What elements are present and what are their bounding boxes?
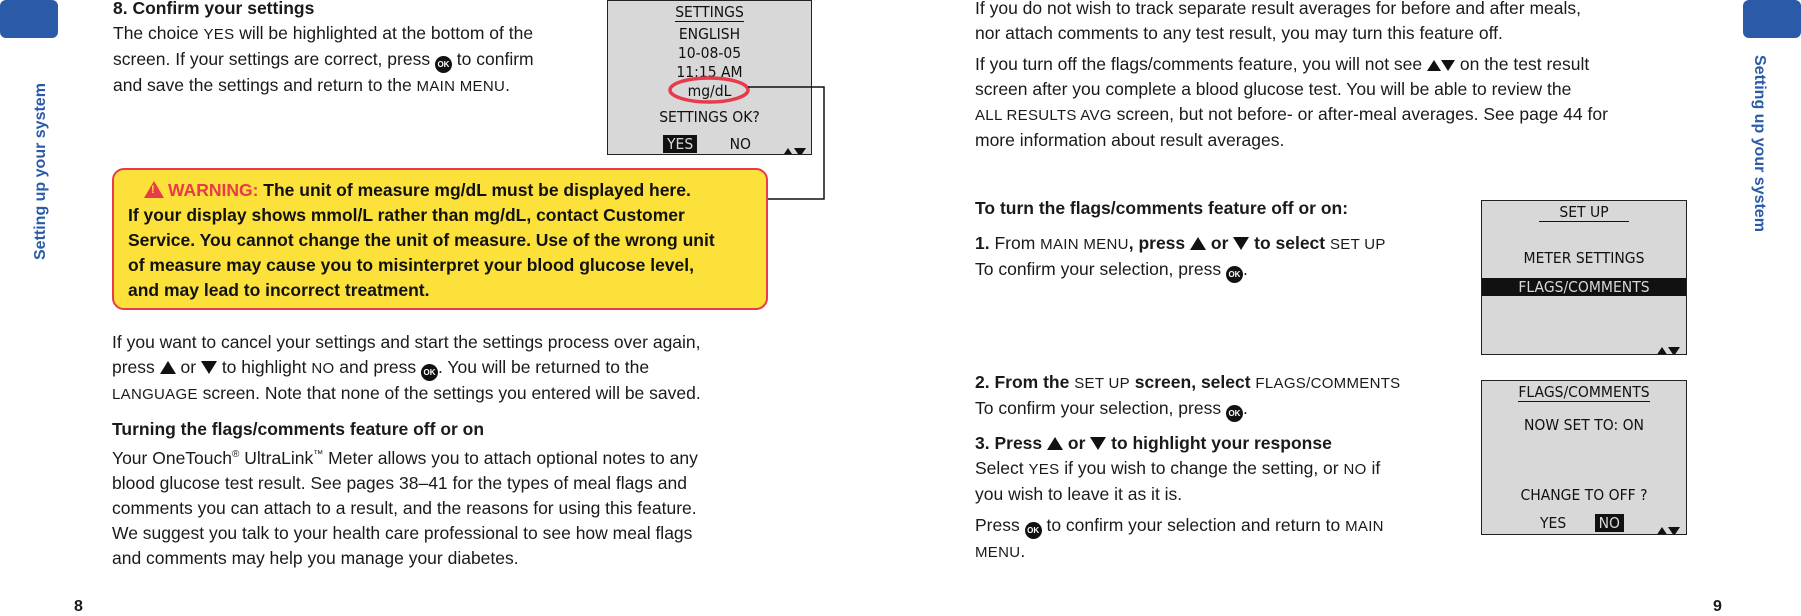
settings-unit: mg/dL [687,82,732,100]
flags-screen-title: FLAGS/COMMENTS [1518,383,1650,401]
flag-arrows-icon [1427,54,1455,74]
step8-text: screen. If your settings are correct, press [113,49,435,69]
settings-title: SETTINGS [675,3,744,21]
setup-item-flags-comments: FLAGS/COMMENTS [1482,278,1686,296]
step8-text: will be highlighted at the bottom of the [234,23,534,43]
registered-mark: ® [232,449,240,460]
settings-question: SETTINGS OK? [659,108,760,126]
main-menu-term: MAIN MENU [416,78,506,95]
step3-text: Select [975,458,1029,478]
ok-button-icon: OK [435,56,452,73]
intro-text: on the test result [1455,54,1590,74]
main-menu-term: MAIN [1345,518,1384,535]
step2-block [975,370,1455,422]
intro-text: more information about result averages. [975,130,1285,150]
flags-text: and comments may help you manage your diabetes. [112,547,519,568]
flags-screen-yes: YES [1540,514,1567,532]
main-menu-term: MAIN MENU [1040,236,1129,253]
step2-text: . [1242,398,1248,418]
no-term: NO [311,360,335,377]
ok-button-icon: OK [421,364,438,381]
settings-yes: YES [663,135,697,153]
yes-term: YES [1028,461,1060,478]
step8-heading: Confirm your settings [132,0,315,18]
flags-text: We suggest you talk to your health care professional to see how meal flags [112,522,693,543]
warning-text: and may lead to incorrect treatment. [128,280,430,300]
intro-text: If you turn off the flags/comments feature, you will not see [975,54,1427,74]
up-arrow-icon [1190,237,1206,250]
warning-box [112,168,768,310]
flags-text: UltraLink [239,447,314,468]
cancel-text: screen. Note that none of the settings you entered will be saved. [197,383,701,403]
step8-text: The choice [113,23,204,43]
turn-heading: To turn the flags/comments feature off or on: [975,198,1349,218]
intro-paragraph [975,0,1695,153]
intro-text: screen, but not before- or after-meal averages. See page 44 for [1111,104,1608,124]
cancel-text: . You will be returned to the [438,357,650,377]
warning-icon: ! [144,181,164,198]
flags-screen-question: CHANGE TO OFF ? [1520,486,1648,504]
warning-text: If your display shows mmol/L rather than mg/dL, contact Customer [128,205,685,225]
up-arrow-icon [160,361,176,374]
flags-heading: Turning the flags/comments feature off or on [112,419,485,439]
step1-text: to select [1249,233,1330,253]
settings-no: NO [729,135,752,153]
step3-text: . [1020,541,1026,561]
scroll-arrows-icon [1656,341,1680,355]
step8-text: . [505,75,510,95]
cancel-paragraph [112,330,802,407]
side-label-right: Setting up your system [1751,55,1768,232]
step1-text: From [989,233,1041,253]
step3-text: you wish to leave it as it is. [975,484,1183,504]
ok-button-icon: OK [1226,266,1243,283]
set-up-term: SET UP [1074,375,1130,392]
step3-text: Press [975,515,1025,535]
setup-lcd-screen [1481,200,1687,355]
step3-text: to confirm your selection and return to [1041,515,1346,535]
step3-text: if [1366,458,1381,478]
language-term: LANGUAGE [112,386,198,403]
cancel-text: and press [334,357,422,377]
warning-label: WARNING: [168,180,259,200]
flags-text: blood glucose test result. See pages 38–41 for the types of meal flags and [112,472,687,493]
flags-screen-status: NOW SET TO: ON [1524,416,1644,434]
page-tab-right [1743,0,1801,38]
step8-number: 8. [113,0,128,18]
main-menu-term: MENU [975,544,1021,561]
page-number-right: 9 [1713,598,1722,615]
step8-text: and save the settings and return to the [113,75,417,95]
flags-text: Your OneTouch [112,447,232,468]
settings-date: 10-08-05 [677,44,742,62]
up-arrow-icon [1047,437,1063,450]
down-arrow-icon [1090,437,1106,450]
settings-time: 11:15 AM [676,63,743,81]
step3-text: to highlight your response [1106,433,1332,453]
step1-text: . [1242,259,1248,279]
flags-paragraph [112,417,802,571]
cancel-text: to highlight [216,357,312,377]
step3-text: or [1063,433,1091,453]
yes-term: YES [203,26,235,43]
step1-text: or [1206,233,1234,253]
step1-number: 1. [975,233,990,253]
ok-button-icon: OK [1025,522,1042,539]
step2-number: 2. [975,372,990,392]
flags-text: Meter allows you to attach optional notes to any [323,447,698,468]
step3-text: Press [989,433,1048,453]
cancel-text: or [175,357,201,377]
warning-text: of measure may cause you to misinterpret your blood glucose level, [128,255,694,275]
step8-text: to confirm [451,49,534,69]
warning-text: Service. You cannot change the unit of measure. Use of the wrong unit [128,230,715,250]
setup-item-meter-settings: METER SETTINGS [1523,249,1645,267]
step2-text: From the [989,372,1075,392]
cancel-text: press [112,357,160,377]
flags-comments-term: FLAGS/COMMENTS [1255,375,1401,392]
page-number-left: 8 [74,598,83,615]
intro-text: screen after you complete a blood glucose test. You will be able to review the [975,79,1572,99]
flags-lcd-screen [1481,380,1687,535]
set-up-term: SET UP [1329,236,1386,253]
step1-text: , press [1128,233,1191,253]
intro-text: nor attach comments to any test result, you may turn this feature off. [975,23,1503,43]
all-results-avg-term: ALL RESULTS AVG [975,107,1112,124]
no-term: NO [1343,461,1367,478]
step3-text: if you wish to change the setting, or [1059,458,1344,478]
scroll-arrows-icon [1656,521,1680,535]
side-label-left: Setting up your system [32,83,49,260]
step3-number: 3. [975,433,990,453]
intro-text: If you do not wish to track separate result averages for before and after meals, [975,0,1582,18]
warning-text: The unit of measure mg/dL must be displayed here. [263,180,691,200]
step1-text: To confirm your selection, press [975,259,1226,279]
ok-button-icon: OK [1226,405,1243,422]
settings-language: ENGLISH [678,25,741,43]
setup-title: SET UP [1539,203,1628,222]
down-arrow-icon [201,361,217,374]
down-arrow-icon [1233,237,1249,250]
step3-block [975,431,1455,565]
cancel-text: If you want to cancel your settings and start the settings process over again, [112,332,701,352]
step2-text: screen, select [1129,372,1256,392]
trademark-mark: ™ [313,449,324,460]
step1-block [975,231,1455,283]
flags-text: comments you can attach to a result, and the reasons for using this feature. [112,497,697,518]
flags-screen-no: NO [1595,514,1624,532]
step2-text: To confirm your selection, press [975,398,1226,418]
